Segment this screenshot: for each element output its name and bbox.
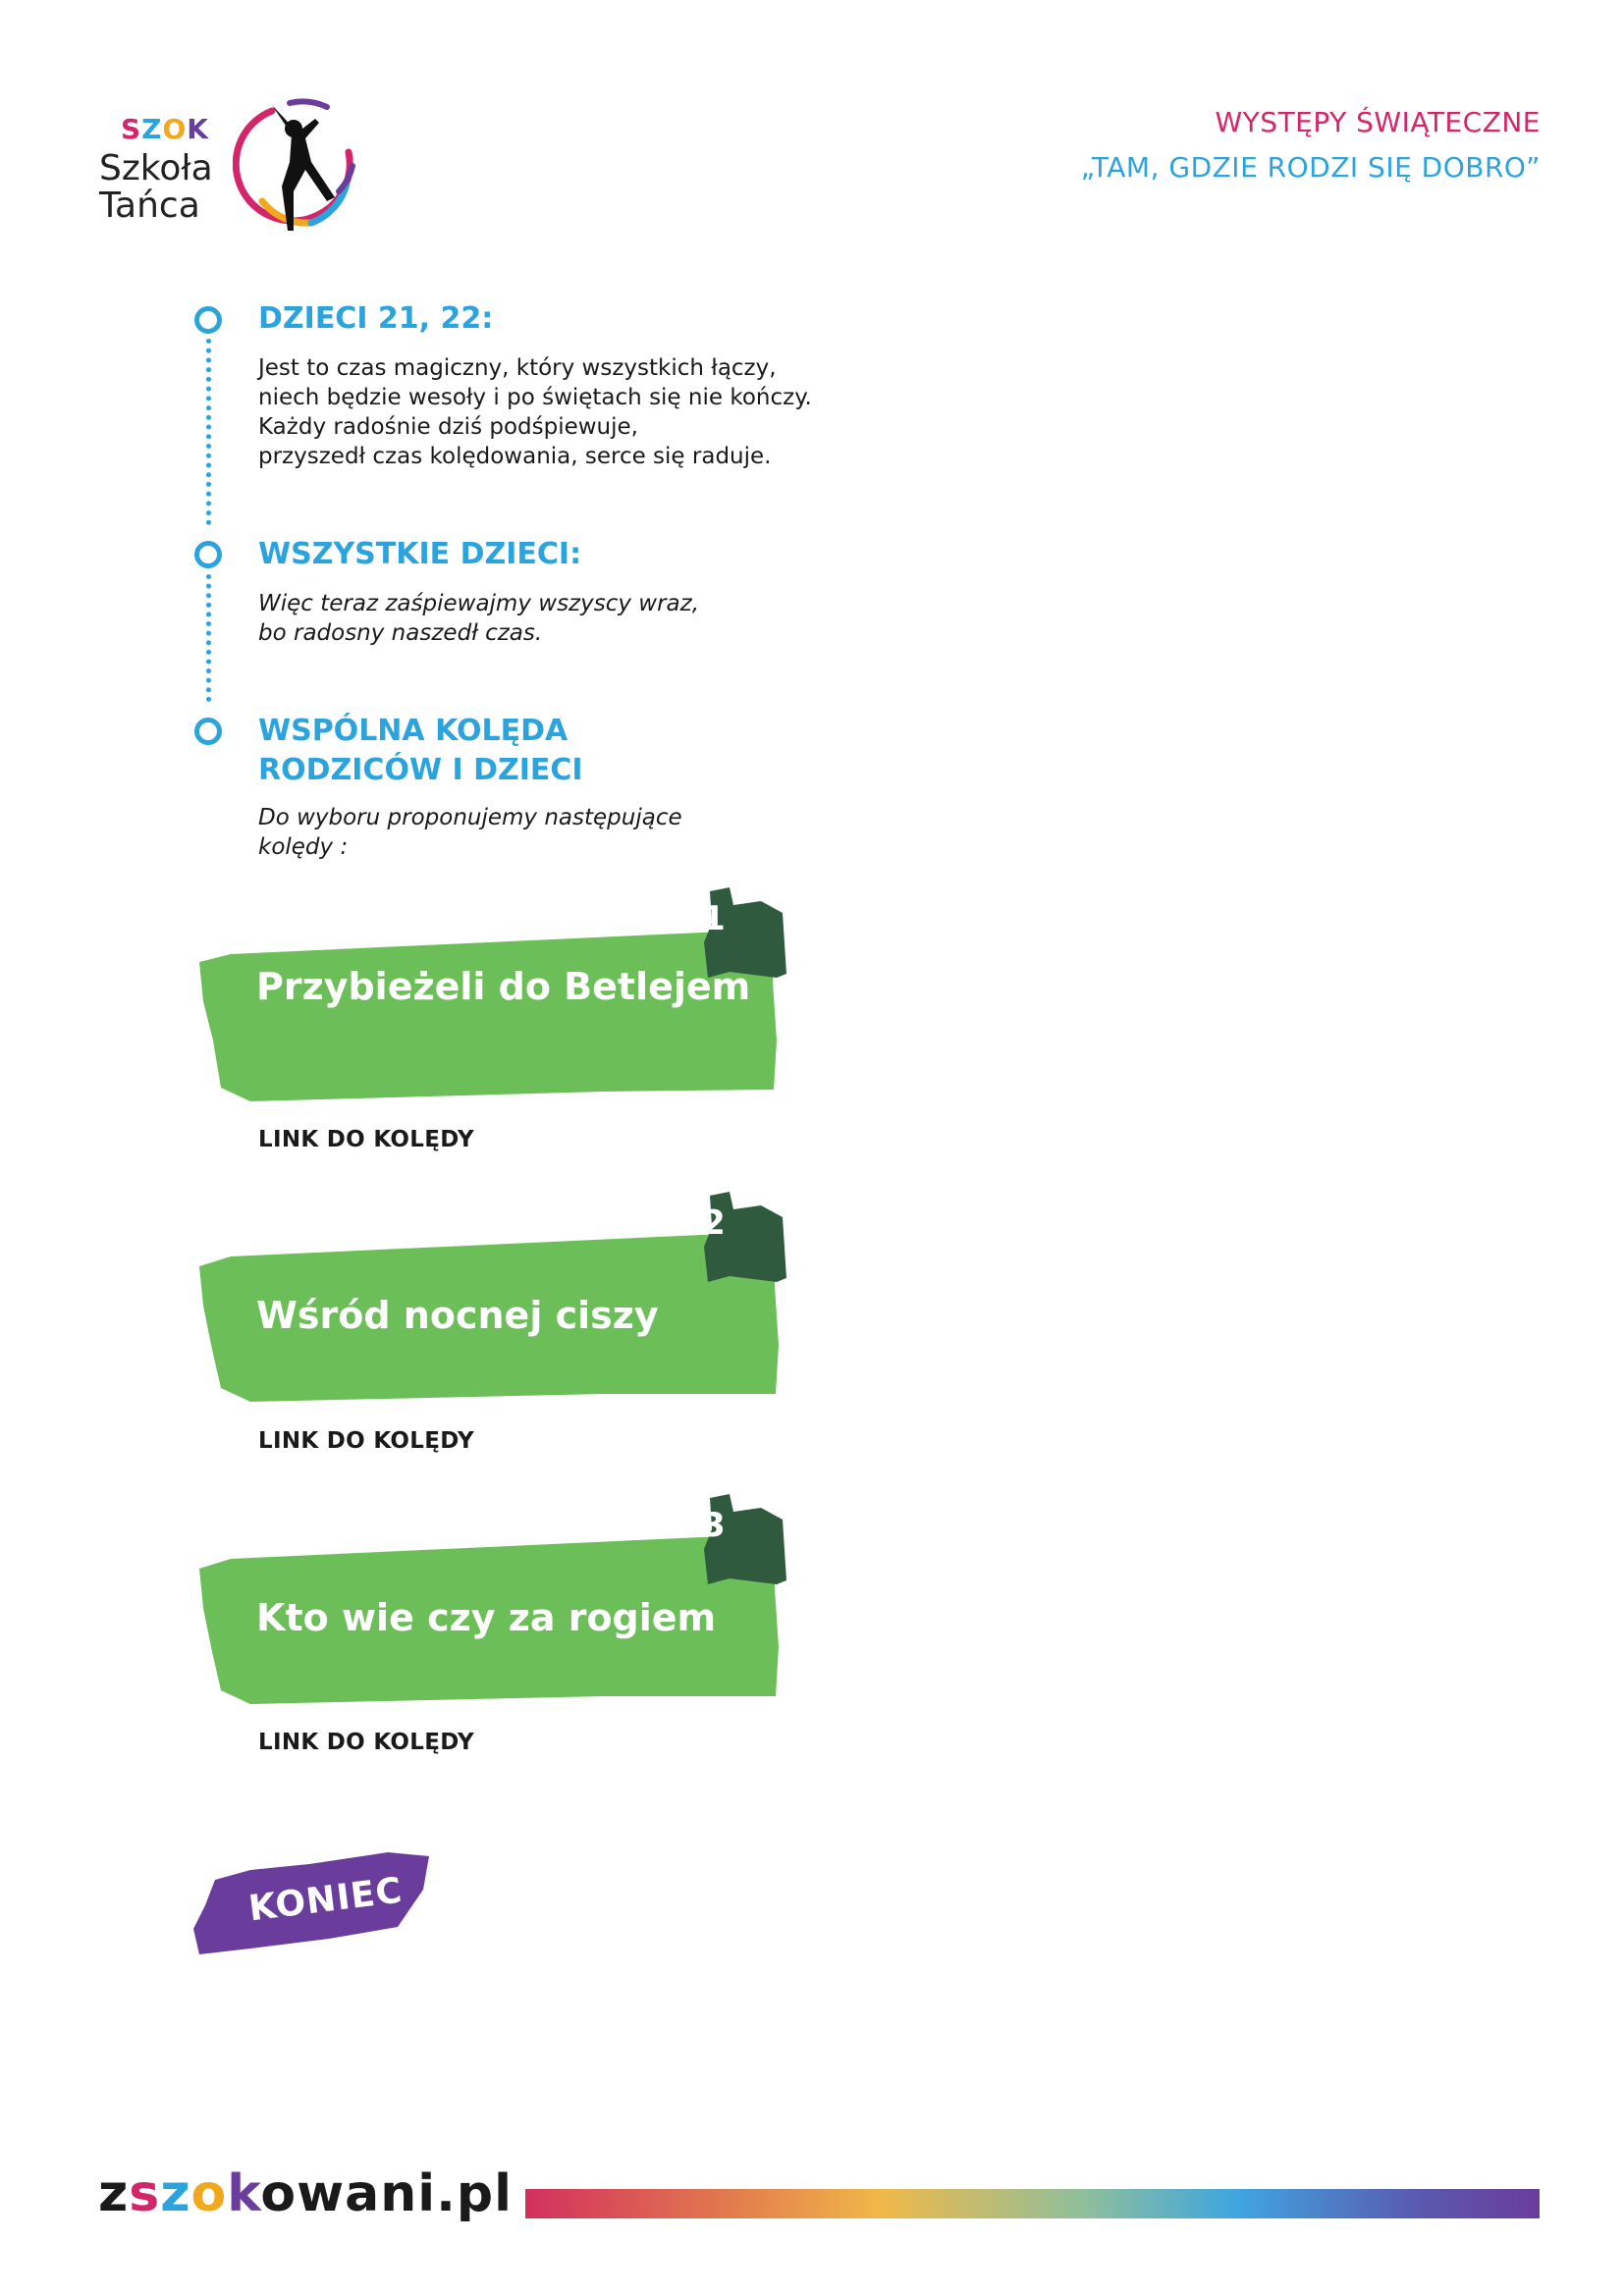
carol-banner [191,1188,781,1364]
timeline-marker [194,306,222,334]
section-title: DZIECI 21, 22: [258,301,494,336]
carol-link[interactable]: LINK DO KOLĘDY [258,1730,474,1755]
dancer-ring-icon [233,93,360,240]
header-subtitle: „TAM, GDZIE RODZI SIĘ DOBRO” [1080,151,1541,184]
carol-title: Przybieżeli do Betlejem [256,965,751,1008]
carol-link[interactable]: LINK DO KOLĘDY [258,1428,474,1454]
section-title: WSZYSTKIE DZIECI: [258,537,582,571]
timeline-marker [194,541,222,568]
koniec-label: KONIEC [246,1870,406,1930]
footer-gradient-bar [525,2189,1540,2218]
carol-title: Wśród nocnej ciszy [256,1294,659,1337]
logo [93,93,368,240]
carol-banner [191,883,781,1060]
timeline-dots [206,339,211,525]
section-title: WSPÓLNA KOLĘDA RODZICÓW I DZIECI [258,714,583,787]
logo-line-1: Szkoła [99,148,213,188]
header-title: WYSTĘPY ŚWIĄTECZNE [1215,106,1541,138]
logo-line-2: Tańca [99,186,200,226]
timeline-dots [206,574,211,702]
section-body: Do wyboru proponujemy następujące kolędy : [258,805,682,860]
koniec-badge [191,1850,437,1958]
carol-number: 1 [702,899,726,938]
section-body: Więc teraz zaśpiewajmy wszyscy wraz, bo radosny naszedł czas. [258,591,700,646]
website-url[interactable]: zszokowani.pl [98,2164,513,2223]
section-body: Jest to czas magiczny, który wszystkich łączy, niech będzie wesoły i po świętach się nie kończy. Każdy radośnie dziś podśpiewuje, przyszedł czas kolędowania, serce się raduje. [258,355,812,469]
carol-title: Kto wie czy za rogiem [256,1596,717,1639]
logo-brand: SZOK [121,113,209,145]
carol-number: 3 [702,1506,726,1545]
carol-number: 2 [702,1203,726,1243]
carol-banner [191,1490,781,1667]
carol-link[interactable]: LINK DO KOLĘDY [258,1127,474,1152]
timeline-marker [194,718,222,745]
